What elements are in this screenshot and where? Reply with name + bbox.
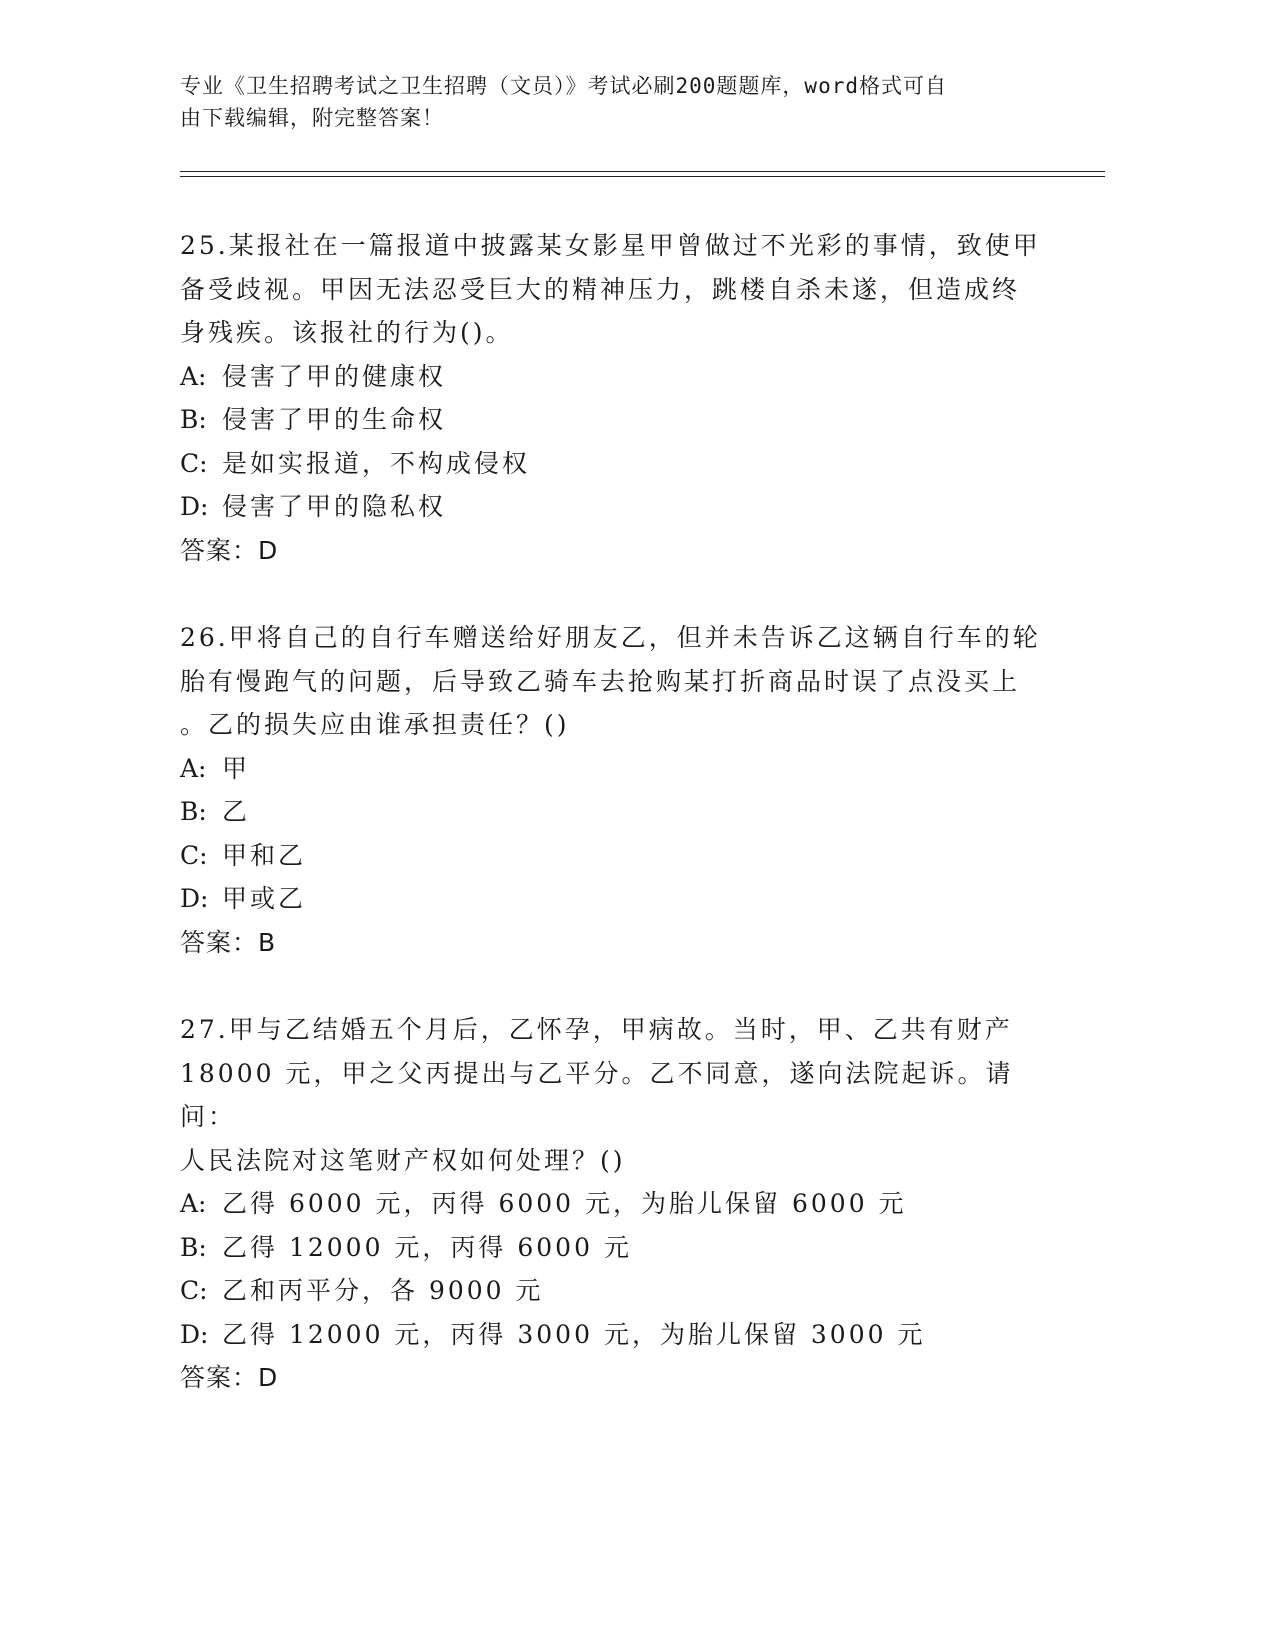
header-divider-top xyxy=(180,171,1105,172)
question-26 xyxy=(180,616,1060,964)
option-label: B: xyxy=(180,405,207,434)
answer-label: 答案： xyxy=(180,535,259,565)
answer-value: D xyxy=(258,535,279,565)
option-label: A: xyxy=(180,1189,207,1218)
option-label: A: xyxy=(180,361,207,391)
header-divider-bottom xyxy=(180,176,1105,177)
answer-line xyxy=(180,529,1060,573)
option-c xyxy=(180,1269,1060,1313)
option-a xyxy=(180,1182,1060,1226)
question-line: 27.甲与乙结婚五个月后，乙怀孕，甲病故。当时，甲、乙共有财产 xyxy=(180,1015,1013,1044)
option-text: 是如实报道，不构成侵权 xyxy=(222,448,531,478)
question-line: 胎有慢跑气的问题，后导致乙骑车去抢购某打折商品时误了点没买上 xyxy=(180,666,1021,696)
option-label: C: xyxy=(180,448,208,478)
option-label: B: xyxy=(180,797,207,826)
option-label: C: xyxy=(180,840,208,870)
option-text: 乙和丙平分，各 9000 元 xyxy=(222,1276,544,1305)
option-a xyxy=(180,747,1060,791)
question-line: 18000 元，甲之父丙提出与乙平分。乙不同意，遂向法院起诉。请问： xyxy=(180,1058,1014,1131)
option-b xyxy=(180,1226,1060,1270)
question-text xyxy=(180,1008,1060,1182)
question-text xyxy=(180,616,1060,747)
question-25 xyxy=(180,224,1060,572)
option-text: 乙得 12000 元，丙得 3000 元，为胎儿保留 3000 元 xyxy=(222,1319,926,1349)
option-label: B: xyxy=(180,1232,207,1262)
answer-label: 答案： xyxy=(180,927,259,957)
option-text: 侵害了甲的健康权 xyxy=(222,361,447,391)
option-a xyxy=(180,355,1060,399)
option-text: 乙得 12000 元，丙得 6000 元 xyxy=(222,1232,632,1262)
option-text: 乙 xyxy=(222,797,251,826)
question-line: 26.甲将自己的自行车赠送给好朋友乙，但并未告诉乙这辆自行车的轮 xyxy=(180,623,1041,652)
answer-line xyxy=(180,1356,1060,1400)
question-line: 人民法院对这笔财产权如何处理？() xyxy=(180,1145,626,1175)
answer-line xyxy=(180,921,1060,965)
option-text: 侵害了甲的隐私权 xyxy=(222,492,447,521)
answer-value: B xyxy=(258,927,277,957)
option-c xyxy=(180,442,1060,486)
header-line-2: 由下载编辑，附完整答案！ xyxy=(180,106,444,130)
question-line: 身残疾。该报社的行为()。 xyxy=(180,318,514,347)
option-text: 侵害了甲的生命权 xyxy=(222,405,447,434)
option-d xyxy=(180,1313,1060,1357)
document-header xyxy=(180,70,1040,134)
answer-value: D xyxy=(258,1363,279,1392)
option-label: C: xyxy=(180,1276,208,1305)
option-text: 甲 xyxy=(222,753,251,783)
question-line: 25.某报社在一篇报道中披露某女影星甲曾做过不光彩的事情，致使甲 xyxy=(180,231,1041,260)
option-d xyxy=(180,485,1060,529)
question-27 xyxy=(180,1008,1060,1400)
option-d xyxy=(180,877,1060,921)
option-text: 乙得 6000 元，丙得 6000 元，为胎儿保留 6000 元 xyxy=(222,1189,907,1218)
answer-label: 答案： xyxy=(180,1363,259,1392)
option-c xyxy=(180,834,1060,878)
question-line: 。乙的损失应由谁承担责任？() xyxy=(180,710,570,739)
option-label: D: xyxy=(180,884,209,913)
header-line-1: 专业《卫生招聘考试之卫生招聘（文员）》考试必刷200题题库，word格式可自 xyxy=(180,74,947,98)
option-text: 甲和乙 xyxy=(222,840,307,870)
option-b xyxy=(180,790,1060,834)
option-label: D: xyxy=(180,492,209,521)
question-text xyxy=(180,224,1060,355)
option-label: D: xyxy=(180,1319,209,1349)
option-label: A: xyxy=(180,753,207,783)
option-text: 甲或乙 xyxy=(222,884,307,913)
option-b xyxy=(180,398,1060,442)
question-line: 备受歧视。甲因无法忍受巨大的精神压力，跳楼自杀未遂，但造成终 xyxy=(180,274,1021,304)
